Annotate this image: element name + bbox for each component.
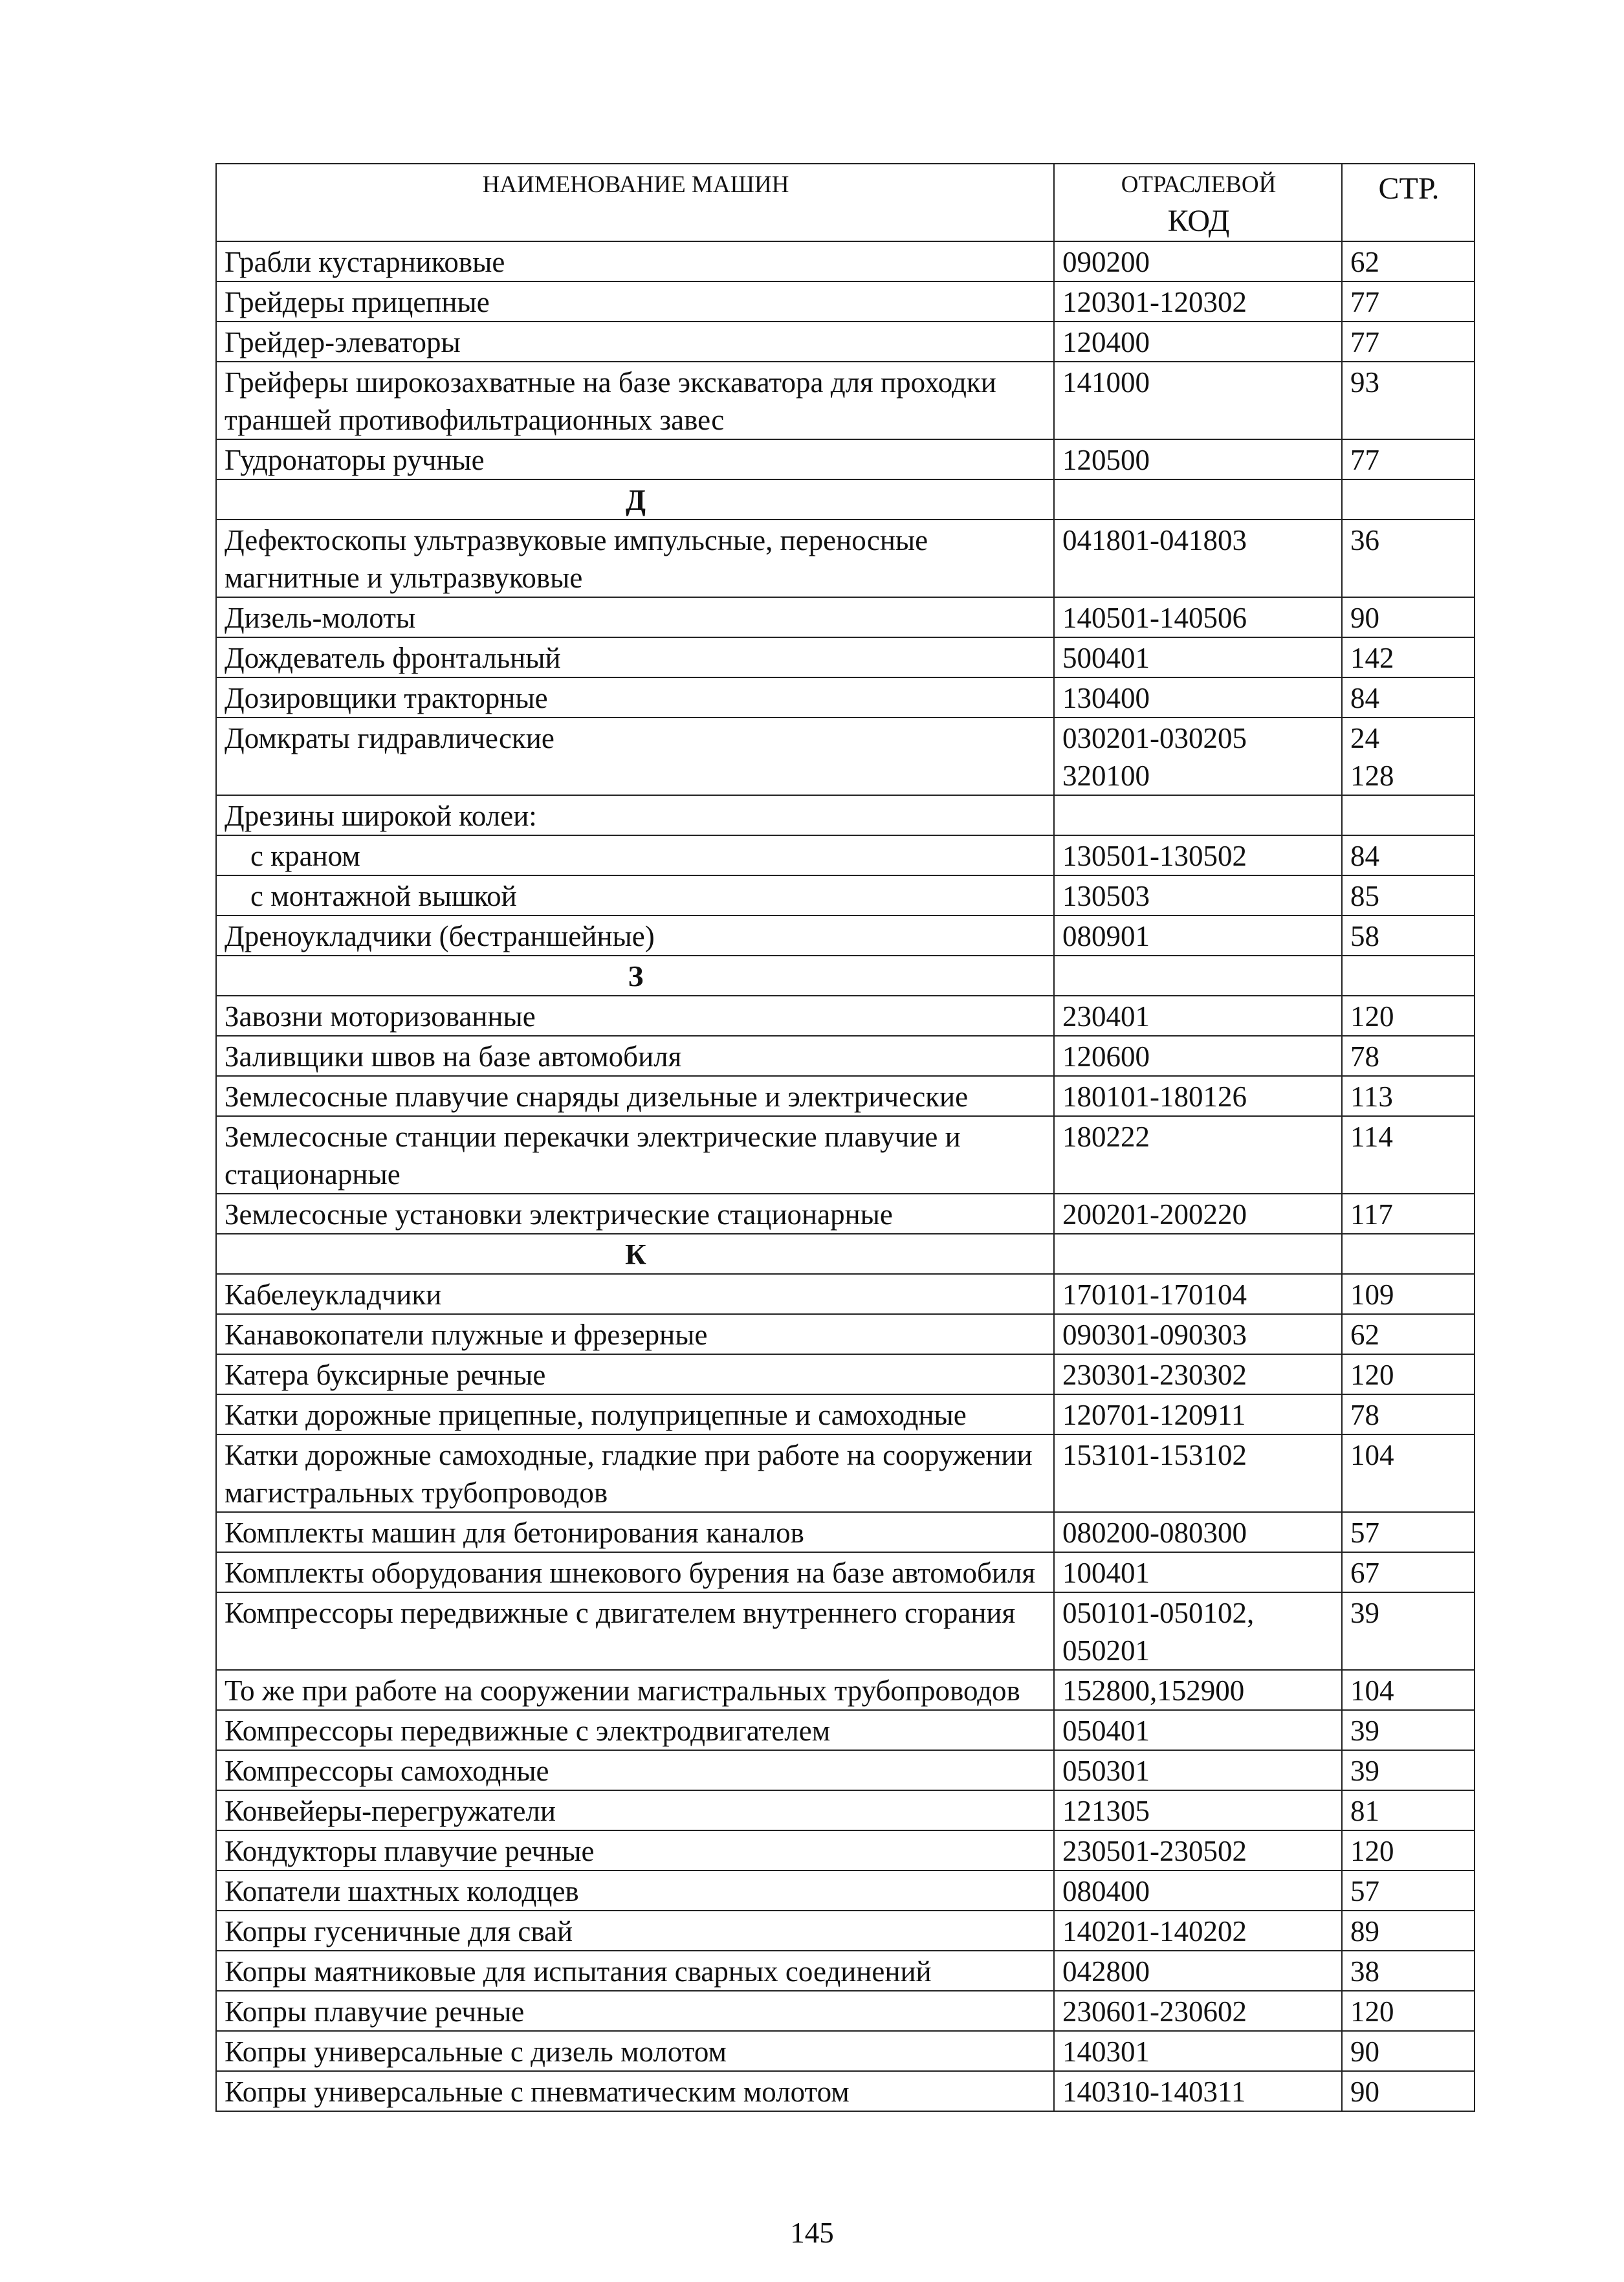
code-value: 100401 — [1062, 1557, 1150, 1589]
machine-name-cell: Землесосные установки электрические стационарные — [216, 1194, 1054, 1234]
section-letter: Д — [216, 479, 1054, 520]
code-value: 130501-130502 — [1062, 840, 1247, 872]
machine-name-cell: Дождеватель фронтальный — [216, 637, 1054, 677]
code-value: 120701-120911 — [1062, 1399, 1246, 1431]
page-value: 104 — [1350, 1674, 1394, 1707]
page-value: 39 — [1350, 1597, 1379, 1629]
machine-name-cell: Копры универсальные с дизель молотом — [216, 2031, 1054, 2071]
code-value: 140310-140311 — [1062, 2076, 1246, 2108]
table-row — [216, 2071, 1475, 2111]
code-cell — [1054, 637, 1342, 677]
table-row — [216, 1394, 1475, 1434]
page-cell — [1342, 1076, 1475, 1116]
machine-name-cell: Дреноукладчики (бестраншейные) — [216, 916, 1054, 956]
code-cell — [1054, 718, 1342, 795]
page-value: 39 — [1350, 1715, 1379, 1747]
page-value: 90 — [1350, 602, 1379, 634]
page-cell — [1342, 241, 1475, 281]
code-cell — [1054, 795, 1342, 835]
code-value: 500401 — [1062, 642, 1150, 674]
page-value: 90 — [1350, 2035, 1379, 2068]
page-cell — [1342, 1750, 1475, 1790]
page-cell — [1342, 362, 1475, 439]
code-value: 050101-050102, — [1062, 1597, 1255, 1629]
code-cell — [1054, 1592, 1342, 1670]
page-value: 109 — [1350, 1278, 1394, 1311]
code-cell — [1054, 1911, 1342, 1951]
code-value: 050301 — [1062, 1755, 1150, 1787]
page-cell — [1342, 1871, 1475, 1911]
code-value: 230501-230502 — [1062, 1835, 1247, 1867]
machine-name-cell: Компрессоры передвижные с электродвигателем — [216, 1710, 1054, 1750]
page-value: 90 — [1350, 2076, 1379, 2108]
machine-name-cell: Кондукторы плавучие речные — [216, 1830, 1054, 1871]
page-value: 120 — [1350, 1995, 1394, 2028]
machine-name-cell: Грейдер-элеваторы — [216, 322, 1054, 362]
code-value: 030201-030205 — [1062, 722, 1247, 754]
code-cell — [1054, 956, 1342, 996]
table-row — [216, 1710, 1475, 1750]
page-value: 120 — [1350, 1835, 1394, 1867]
page-value: 142 — [1350, 642, 1394, 674]
code-value: 170101-170104 — [1062, 1278, 1247, 1311]
header-name: НАИМЕНОВАНИЕ МАШИН — [216, 164, 1054, 241]
code-value: 090301-090303 — [1062, 1319, 1247, 1351]
code-cell — [1054, 1354, 1342, 1394]
table-row — [216, 1194, 1475, 1234]
page-cell — [1342, 1194, 1475, 1234]
machine-name-cell: Дизель-молоты — [216, 597, 1054, 637]
table-row — [216, 1274, 1475, 1314]
machine-name-cell: Копры гусеничные для свай — [216, 1911, 1054, 1951]
code-value: 153101-153102 — [1062, 1439, 1247, 1471]
machine-name-cell: Дозировщики тракторные — [216, 677, 1054, 718]
code-cell — [1054, 1076, 1342, 1116]
page-value: 120 — [1350, 1000, 1394, 1033]
header-code-line1: ОТРАСЛЕВОЙ — [1121, 171, 1277, 198]
table-row — [216, 795, 1475, 835]
table-row — [216, 1670, 1475, 1710]
code-value: 090200 — [1062, 246, 1150, 278]
page-cell — [1342, 1394, 1475, 1434]
page-value: 81 — [1350, 1795, 1379, 1827]
page-value: 24 — [1350, 722, 1379, 754]
page-value: 62 — [1350, 1319, 1379, 1351]
code-value: 041801-041803 — [1062, 524, 1247, 556]
code-value: 120600 — [1062, 1040, 1150, 1073]
machine-name-cell: Копры универсальные с пневматическим молотом — [216, 2071, 1054, 2111]
machine-name-cell: Землесосные станции перекачки электрические плавучие и стационарные — [216, 1116, 1054, 1194]
code-cell — [1054, 1512, 1342, 1552]
code-value: 130503 — [1062, 880, 1150, 912]
page-cell — [1342, 322, 1475, 362]
code-cell — [1054, 1750, 1342, 1790]
code-cell — [1054, 2031, 1342, 2071]
letter-section-row — [216, 1234, 1475, 1274]
table-row — [216, 916, 1475, 956]
table-row — [216, 597, 1475, 637]
code-cell — [1054, 1194, 1342, 1234]
page-cell — [1342, 479, 1475, 520]
table-row — [216, 1354, 1475, 1394]
page-cell — [1342, 520, 1475, 597]
code-cell — [1054, 677, 1342, 718]
code-cell — [1054, 1274, 1342, 1314]
table-row — [216, 875, 1475, 916]
code-cell — [1054, 597, 1342, 637]
table-row — [216, 520, 1475, 597]
table-row — [216, 1314, 1475, 1354]
page-cell — [1342, 1991, 1475, 2031]
page-value: 114 — [1350, 1121, 1393, 1153]
code-value: 080901 — [1062, 920, 1150, 952]
code-cell — [1054, 1710, 1342, 1750]
machine-name-cell: Компрессоры самоходные — [216, 1750, 1054, 1790]
table-row — [216, 281, 1475, 322]
table-row — [216, 1790, 1475, 1830]
table-row — [216, 996, 1475, 1036]
machine-name-cell: Конвейеры-перегружатели — [216, 1790, 1054, 1830]
code-cell — [1054, 439, 1342, 479]
machine-name-cell: Канавокопатели плужные и фрезерные — [216, 1314, 1054, 1354]
code-value: 130400 — [1062, 682, 1150, 714]
table-row — [216, 1434, 1475, 1512]
header-code-line2: КОД — [1167, 204, 1230, 238]
table-row — [216, 1911, 1475, 1951]
code-cell — [1054, 2071, 1342, 2111]
code-value: 230401 — [1062, 1000, 1150, 1033]
code-value: 080400 — [1062, 1875, 1150, 1907]
code-cell — [1054, 1830, 1342, 1871]
machine-name-cell: с краном — [216, 835, 1054, 875]
page-value: 77 — [1350, 326, 1379, 358]
letter-section-row — [216, 479, 1475, 520]
table-row — [216, 1951, 1475, 1991]
page-value: 67 — [1350, 1557, 1379, 1589]
code-cell — [1054, 996, 1342, 1036]
page-cell — [1342, 1951, 1475, 1991]
page-cell — [1342, 1710, 1475, 1750]
page-cell — [1342, 1512, 1475, 1552]
code-cell — [1054, 835, 1342, 875]
page-cell — [1342, 1670, 1475, 1710]
code-value: 080200-080300 — [1062, 1517, 1247, 1549]
code-cell — [1054, 322, 1342, 362]
code-cell — [1054, 916, 1342, 956]
page-cell — [1342, 835, 1475, 875]
page-value-2: 128 — [1350, 760, 1394, 792]
page-cell — [1342, 795, 1475, 835]
page-cell — [1342, 597, 1475, 637]
code-value: 121305 — [1062, 1795, 1150, 1827]
code-value: 200201-200220 — [1062, 1198, 1247, 1231]
page-cell — [1342, 677, 1475, 718]
section-letter: З — [216, 956, 1054, 996]
machine-name-cell: Домкраты гидравлические — [216, 718, 1054, 795]
page-cell — [1342, 2071, 1475, 2111]
page-cell — [1342, 1911, 1475, 1951]
page-value: 117 — [1350, 1198, 1393, 1231]
code-value-2: 050201 — [1062, 1634, 1150, 1667]
page-cell — [1342, 1354, 1475, 1394]
code-cell — [1054, 479, 1342, 520]
page-value: 78 — [1350, 1399, 1379, 1431]
code-cell — [1054, 1790, 1342, 1830]
code-value: 120301-120302 — [1062, 286, 1247, 318]
table-row — [216, 362, 1475, 439]
machine-name-cell: Катера буксирные речные — [216, 1354, 1054, 1394]
machine-name-cell: Землесосные плавучие снаряды дизельные и электрические — [216, 1076, 1054, 1116]
page-cell — [1342, 281, 1475, 322]
code-value: 120400 — [1062, 326, 1150, 358]
machine-name-cell: Копатели шахтных колодцев — [216, 1871, 1054, 1911]
code-cell — [1054, 1951, 1342, 1991]
machine-name-cell: с монтажной вышкой — [216, 875, 1054, 916]
machine-name-cell: То же при работе на сооружении магистральных трубопроводов — [216, 1670, 1054, 1710]
page-cell — [1342, 1434, 1475, 1512]
machine-name-cell: Заливщики швов на базе автомобиля — [216, 1036, 1054, 1076]
code-value: 141000 — [1062, 366, 1150, 399]
table-row — [216, 1512, 1475, 1552]
table-row — [216, 1592, 1475, 1670]
table-row — [216, 1076, 1475, 1116]
page-value: 57 — [1350, 1517, 1379, 1549]
code-value: 152800,152900 — [1062, 1674, 1245, 1707]
machine-name-cell: Завозни моторизованные — [216, 996, 1054, 1036]
table-row — [216, 1991, 1475, 2031]
code-value: 180222 — [1062, 1121, 1150, 1153]
machine-name-cell: Комплекты оборудования шнекового бурения на базе автомобиля — [216, 1552, 1054, 1592]
page-value: 104 — [1350, 1439, 1394, 1471]
header-page: СТР. — [1342, 164, 1475, 241]
page-cell — [1342, 1274, 1475, 1314]
page-value: 62 — [1350, 246, 1379, 278]
code-cell — [1054, 1036, 1342, 1076]
table-row — [216, 1750, 1475, 1790]
table-row — [216, 1830, 1475, 1871]
page-cell — [1342, 637, 1475, 677]
code-cell — [1054, 1871, 1342, 1911]
table-row — [216, 1552, 1475, 1592]
code-cell — [1054, 1116, 1342, 1194]
machine-name-cell: Гудронаторы ручные — [216, 439, 1054, 479]
page-value: 113 — [1350, 1081, 1393, 1113]
page-value: 120 — [1350, 1359, 1394, 1391]
page-cell — [1342, 718, 1475, 795]
machine-name-cell: Грабли кустарниковые — [216, 241, 1054, 281]
table-row — [216, 439, 1475, 479]
page-cell — [1342, 1830, 1475, 1871]
machine-name-cell: Компрессоры передвижные с двигателем внутреннего сгорания — [216, 1592, 1054, 1670]
code-value: 140201-140202 — [1062, 1915, 1247, 1947]
page-value: 78 — [1350, 1040, 1379, 1073]
page-number: 145 — [790, 2217, 834, 2249]
code-value: 230601-230602 — [1062, 1995, 1247, 2028]
page-cell — [1342, 996, 1475, 1036]
page-cell — [1342, 439, 1475, 479]
machine-name-cell: Катки дорожные прицепные, полуприцепные и самоходные — [216, 1394, 1054, 1434]
code-cell — [1054, 1991, 1342, 2031]
code-cell — [1054, 1234, 1342, 1274]
page-value: 85 — [1350, 880, 1379, 912]
page-cell — [1342, 1552, 1475, 1592]
table-row — [216, 2031, 1475, 2071]
table-row — [216, 637, 1475, 677]
page-value: 89 — [1350, 1915, 1379, 1947]
table-row — [216, 677, 1475, 718]
page-cell — [1342, 1036, 1475, 1076]
code-cell — [1054, 1670, 1342, 1710]
header-code — [1054, 164, 1342, 241]
table-row — [216, 1871, 1475, 1911]
table-row — [216, 1116, 1475, 1194]
code-cell — [1054, 281, 1342, 322]
code-cell — [1054, 1434, 1342, 1512]
machine-name-cell: Копры маятниковые для испытания сварных соединений — [216, 1951, 1054, 1991]
code-value: 050401 — [1062, 1715, 1150, 1747]
page-cell — [1342, 956, 1475, 996]
page-value: 36 — [1350, 524, 1379, 556]
machine-name-cell: Дрезины широкой колеи: — [216, 795, 1054, 835]
page-cell — [1342, 1790, 1475, 1830]
machine-name-cell: Грейферы широкозахватные на базе экскаватора для проходки траншей противофильтрационных завес — [216, 362, 1054, 439]
page-value: 38 — [1350, 1955, 1379, 1988]
machines-index-table — [215, 163, 1475, 2112]
code-value: 180101-180126 — [1062, 1081, 1247, 1113]
page-value: 57 — [1350, 1875, 1379, 1907]
code-cell — [1054, 362, 1342, 439]
code-value: 120500 — [1062, 444, 1150, 476]
page-value: 93 — [1350, 366, 1379, 399]
table-row — [216, 835, 1475, 875]
page-value: 84 — [1350, 840, 1379, 872]
table-row — [216, 1036, 1475, 1076]
machine-name-cell: Комплекты машин для бетонирования каналов — [216, 1512, 1054, 1552]
machine-name-cell: Копры плавучие речные — [216, 1991, 1054, 2031]
page-cell — [1342, 1234, 1475, 1274]
machine-name-cell: Дефектоскопы ультразвуковые импульсные, переносные магнитные и ультразвуковые — [216, 520, 1054, 597]
page-cell — [1342, 875, 1475, 916]
page-cell — [1342, 916, 1475, 956]
page-cell — [1342, 1592, 1475, 1670]
page-value: 39 — [1350, 1755, 1379, 1787]
page-cell — [1342, 1116, 1475, 1194]
code-value-2: 320100 — [1062, 760, 1150, 792]
code-cell — [1054, 520, 1342, 597]
machine-name-cell: Кабелеукладчики — [216, 1274, 1054, 1314]
page-value: 77 — [1350, 286, 1379, 318]
table-row — [216, 241, 1475, 281]
letter-section-row — [216, 956, 1475, 996]
page-value: 58 — [1350, 920, 1379, 952]
page-cell — [1342, 2031, 1475, 2071]
table-row — [216, 718, 1475, 795]
page-value: 84 — [1350, 682, 1379, 714]
machine-name-cell: Грейдеры прицепные — [216, 281, 1054, 322]
code-cell — [1054, 241, 1342, 281]
section-letter: К — [216, 1234, 1054, 1274]
machine-name-cell: Катки дорожные самоходные, гладкие при работе на сооружении магистральных трубопроводов — [216, 1434, 1054, 1512]
table-header-row — [216, 164, 1475, 241]
table-row — [216, 322, 1475, 362]
code-cell — [1054, 1314, 1342, 1354]
page-value: 77 — [1350, 444, 1379, 476]
code-value: 230301-230302 — [1062, 1359, 1247, 1391]
code-value: 140301 — [1062, 2035, 1150, 2068]
code-cell — [1054, 1394, 1342, 1434]
page-cell — [1342, 1314, 1475, 1354]
code-value: 042800 — [1062, 1955, 1150, 1988]
code-cell — [1054, 1552, 1342, 1592]
code-value: 140501-140506 — [1062, 602, 1247, 634]
code-cell — [1054, 875, 1342, 916]
